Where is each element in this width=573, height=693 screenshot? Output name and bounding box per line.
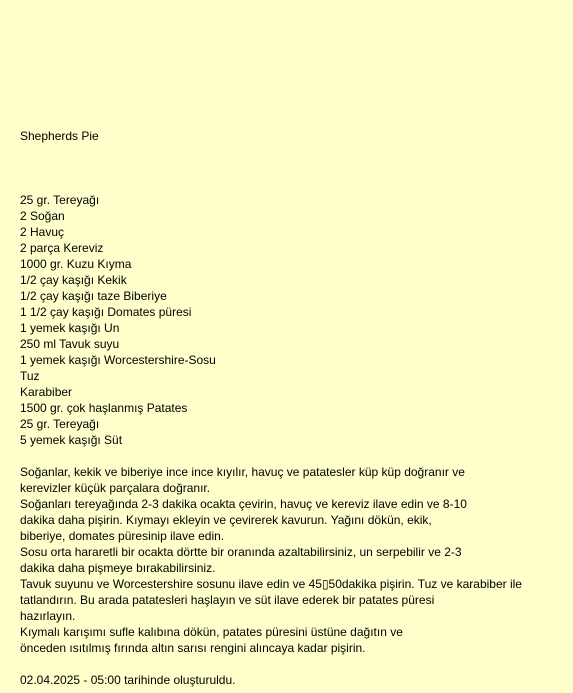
ingredient-item: 1/2 çay kaşığı taze Biberiye bbox=[20, 289, 167, 303]
ingredient-item: 1500 gr. çok haşlanmış Patates bbox=[20, 401, 188, 415]
ingredient-item: Tuz bbox=[20, 369, 40, 383]
ingredient-item: 2 parça Kereviz bbox=[20, 241, 104, 255]
instruction-line: kerevizler küçük parçalara doğranır. bbox=[20, 481, 211, 495]
ingredient-item: Karabiber bbox=[20, 385, 73, 399]
instruction-line: hazırlayın. bbox=[20, 609, 76, 623]
recipe-title: Shepherds Pie bbox=[20, 129, 99, 143]
ingredient-item: 250 ml Tavuk suyu bbox=[20, 337, 120, 351]
instruction-line: önceden ısıtılmış fırında altın sarısı rengini alıncaya kadar pişirin. bbox=[20, 641, 366, 655]
instruction-line: Sosu orta hararetli bir ocakta dörtte bir oranında azaltabilirsiniz, un serpebilir ve 2-3 bbox=[20, 545, 462, 559]
ingredient-item: 2 Soğan bbox=[20, 209, 65, 223]
instruction-line: dakika daha pişmeye bırakabilirsiniz. bbox=[20, 561, 216, 575]
ingredient-item: 25 gr. Tereyağı bbox=[20, 417, 100, 431]
ingredient-item: 1/2 çay kaşığı Kekik bbox=[20, 273, 127, 287]
ingredient-item: 25 gr. Tereyağı bbox=[20, 193, 100, 207]
created-timestamp: 02.04.2025 - 05:00 tarihinde oluşturuldu. bbox=[20, 673, 236, 687]
ingredient-list bbox=[20, 192, 216, 448]
ingredient-item: 1 yemek kaşığı Un bbox=[20, 321, 120, 335]
ingredient-item: 2 Havuç bbox=[20, 225, 65, 239]
instruction-line: tatlandırın. Bu arada patatesleri haşlayın ve süt ilave ederek bir patates püresi bbox=[20, 593, 435, 607]
instruction-line: Soğanlar, kekik ve biberiye ince ince kıyılır, havuç ve patatesler küp küp doğranır ve bbox=[20, 465, 465, 479]
instruction-line: Soğanları tereyağında 2-3 dakika ocakta çevirin, havuç ve kereviz ilave edin ve 8-10 bbox=[20, 497, 467, 511]
ingredient-item: 5 yemek kaşığı Süt bbox=[20, 433, 123, 447]
instruction-line: Kıymalı karışımı sufle kalıbına dökün, patates püresini üstüne dağıtın ve bbox=[20, 625, 403, 639]
instruction-line: biberiye, domates püresinip ilave edin. bbox=[20, 529, 225, 543]
instructions-text bbox=[20, 464, 550, 656]
ingredient-item: 1 yemek kaşığı Worcestershire-Sosu bbox=[20, 353, 216, 367]
instruction-line: Tavuk suyunu ve Worcestershire sosunu ilave edin ve 45▯50dakika pişirin. Tuz ve karabiber ile bbox=[20, 577, 522, 591]
ingredient-item: 1000 gr. Kuzu Kıyma bbox=[20, 257, 132, 271]
ingredient-item: 1 1/2 çay kaşığı Domates püresi bbox=[20, 305, 192, 319]
instruction-line: dakika daha pişirin. Kıymayı ekleyin ve çevirerek kavurun. Yağını dökün, ekik, bbox=[20, 513, 432, 527]
